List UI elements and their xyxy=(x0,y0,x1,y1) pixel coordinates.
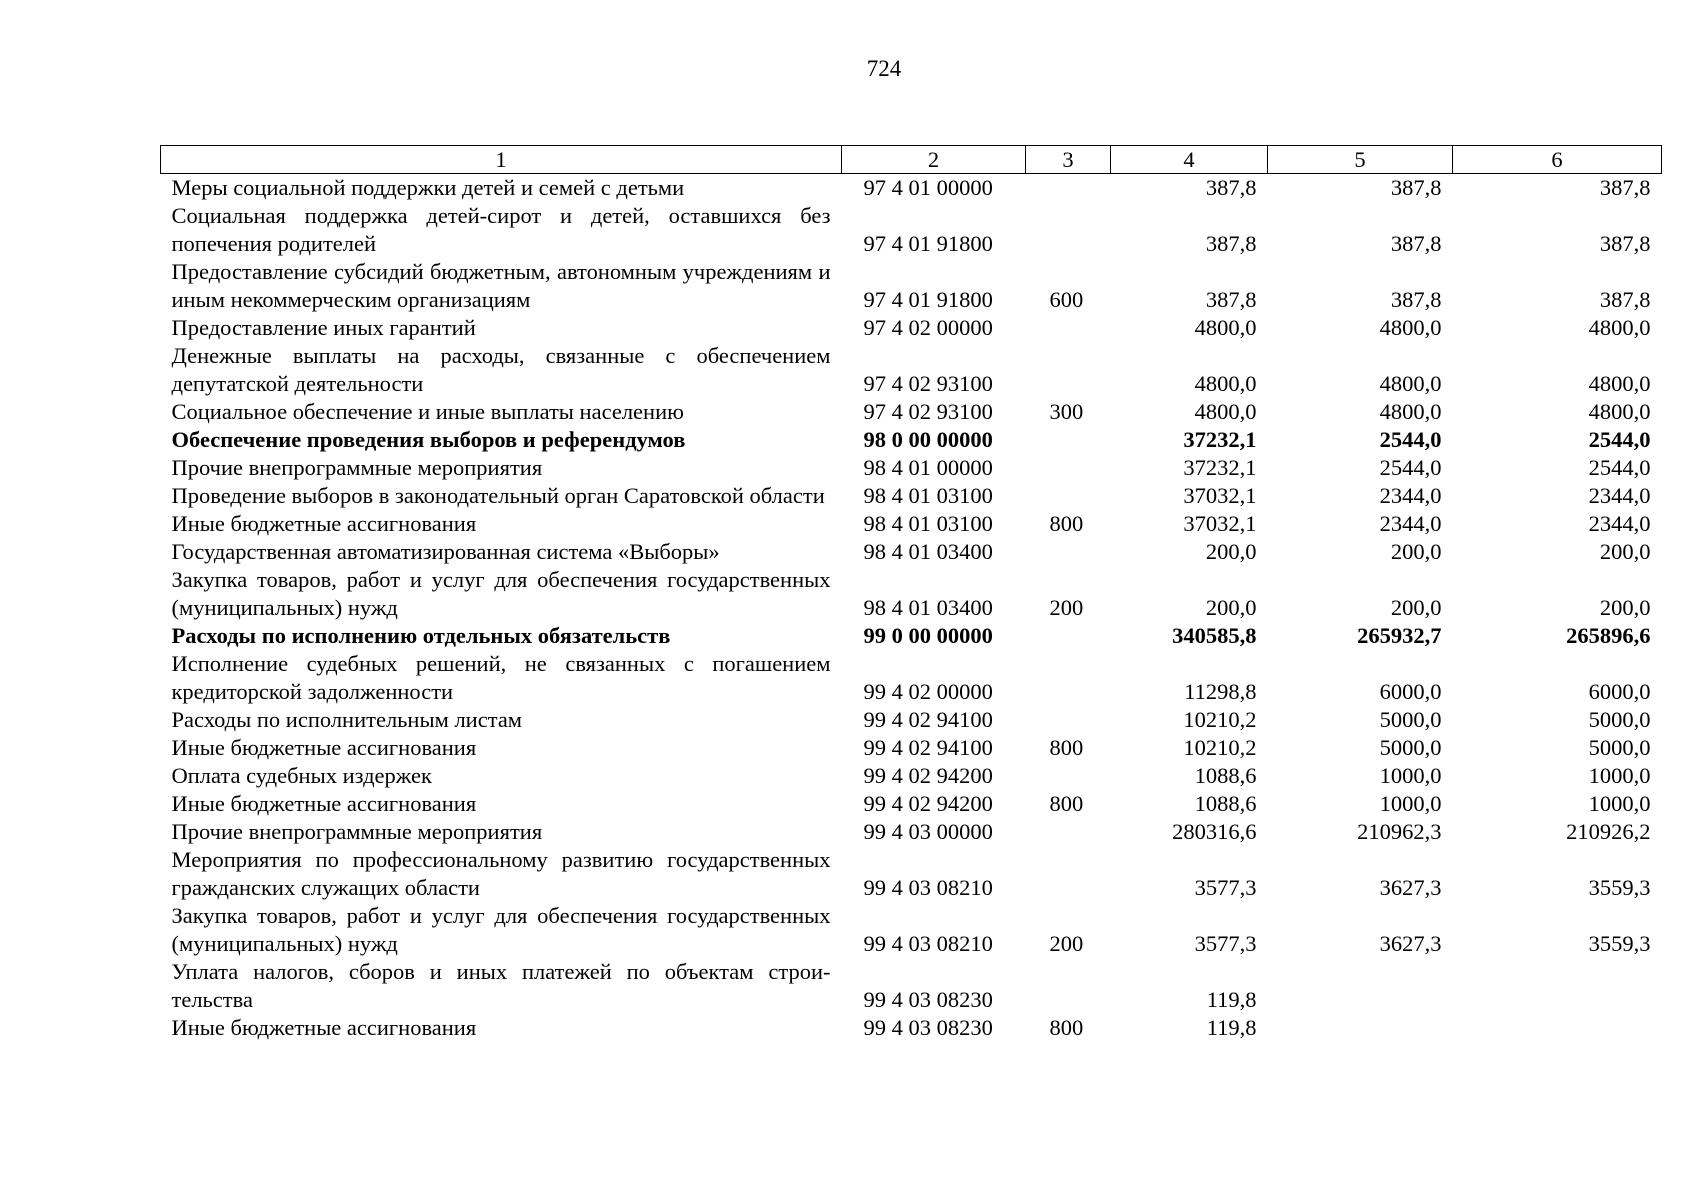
row-value-col4: 37032,1 xyxy=(1183,511,1257,536)
budget-table xyxy=(160,145,1662,1042)
row-value-col4: 37232,1 xyxy=(1183,455,1257,480)
row-value-col5: 387,8 xyxy=(1390,175,1442,200)
row-expense-type xyxy=(1026,174,1111,203)
row-value-col4: 3577,3 xyxy=(1194,931,1257,956)
row-value-col6: 2544,0 xyxy=(1588,455,1651,480)
row-value-col4: 200,0 xyxy=(1205,595,1257,620)
row-value-col4: 4800,0 xyxy=(1194,315,1257,340)
table-row xyxy=(161,790,1662,818)
row-name: Оплата судебных издержек xyxy=(171,763,432,788)
row-name: Обеспечение проведения выборов и референдумов xyxy=(171,427,686,452)
row-code: 99 4 03 08210 xyxy=(863,931,993,956)
table-row xyxy=(161,734,1662,762)
row-code: 99 0 00 00000 xyxy=(863,623,993,648)
row-name: Предоставление субсидий бюджетным, автономным учреждениям и иным некоммерческим организациям xyxy=(171,259,831,312)
row-code: 99 4 03 08230 xyxy=(863,1015,993,1040)
row-expense-type xyxy=(1026,538,1111,566)
row-name: Закупка товаров, работ и услуг для обеспечения государственных (муниципальных) нужд xyxy=(171,903,831,956)
row-name: Денежные выплаты на расходы, связанные с обеспечением депутатской деятельности xyxy=(171,343,831,396)
row-name: Прочие внепрограммные мероприятия xyxy=(171,455,543,480)
row-value-col4: 340585,8 xyxy=(1172,623,1257,648)
table-row xyxy=(161,622,1662,650)
row-expense-type xyxy=(1026,314,1111,342)
row-value-col5: 4800,0 xyxy=(1379,399,1442,424)
table-row xyxy=(161,454,1662,482)
row-value-col6: 5000,0 xyxy=(1588,707,1651,732)
row-name: Исполнение судебных решений, не связанных с погашением кредиторской задолженности xyxy=(171,651,831,704)
row-name: Проведение выборов в законодательный орган Саратовской области xyxy=(171,483,825,508)
row-expense-type: 800 xyxy=(1049,511,1084,536)
table-row xyxy=(161,510,1662,538)
row-expense-type xyxy=(1026,342,1111,398)
row-name: Социальное обеспечение и иные выплаты населению xyxy=(171,399,684,424)
table-row xyxy=(161,706,1662,734)
row-name: Прочие внепрограммные мероприятия xyxy=(171,819,543,844)
table-body xyxy=(161,174,1662,1043)
table-row xyxy=(161,202,1662,258)
row-value-col5: 200,0 xyxy=(1390,539,1442,564)
column-header-6: 6 xyxy=(1453,146,1662,174)
row-value-col4: 10210,2 xyxy=(1183,735,1257,760)
row-code: 97 4 02 93100 xyxy=(863,399,993,424)
row-code: 99 4 02 94100 xyxy=(863,707,993,732)
row-value-col6: 3559,3 xyxy=(1588,875,1651,900)
row-value-col5: 387,8 xyxy=(1390,287,1442,312)
row-value-col4: 119,8 xyxy=(1206,1015,1257,1040)
row-expense-type: 300 xyxy=(1049,399,1084,424)
row-code: 98 4 01 03100 xyxy=(863,511,993,536)
row-name: Государственная автоматизированная система «Выборы» xyxy=(171,539,720,564)
row-expense-type xyxy=(1026,818,1111,846)
row-value-col6: 1000,0 xyxy=(1588,791,1651,816)
table-row xyxy=(161,762,1662,790)
row-name: Закупка товаров, работ и услуг для обеспечения государственных (муниципальных) нужд xyxy=(171,567,831,620)
row-name: Иные бюджетные ассигнования xyxy=(171,511,477,536)
table-row xyxy=(161,1014,1662,1042)
row-expense-type xyxy=(1026,426,1111,454)
row-value-col4: 1088,6 xyxy=(1194,763,1257,788)
row-value-col4: 4800,0 xyxy=(1194,371,1257,396)
row-value-col4: 280316,6 xyxy=(1172,819,1257,844)
table-row xyxy=(161,398,1662,426)
row-expense-type xyxy=(1026,958,1111,1014)
row-value-col6: 4800,0 xyxy=(1588,371,1651,396)
row-code: 97 4 01 91800 xyxy=(863,231,993,256)
column-header-5: 5 xyxy=(1268,146,1453,174)
row-value-col6: 2544,0 xyxy=(1588,427,1651,452)
row-expense-type: 800 xyxy=(1049,1015,1084,1040)
row-expense-type xyxy=(1026,706,1111,734)
row-name: Иные бюджетные ассигнования xyxy=(171,791,477,816)
row-code: 98 4 01 00000 xyxy=(863,455,993,480)
row-value-col6: 265896,6 xyxy=(1566,623,1651,648)
row-value-col5: 5000,0 xyxy=(1379,735,1442,760)
column-header-1: 1 xyxy=(161,146,842,174)
row-value-col4: 387,8 xyxy=(1205,175,1257,200)
row-value-col5: 2344,0 xyxy=(1379,511,1442,536)
row-name: Мероприятия по профессиональному развитию государственных гражданских служащих области xyxy=(171,847,831,900)
row-value-col5: 210962,3 xyxy=(1357,819,1442,844)
row-value-col6: 387,8 xyxy=(1599,287,1651,312)
table-row xyxy=(161,902,1662,958)
row-value-col4: 4800,0 xyxy=(1194,399,1257,424)
row-code: 99 4 03 00000 xyxy=(863,819,993,844)
row-value-col6: 200,0 xyxy=(1599,539,1651,564)
row-name: Предоставление иных гарантий xyxy=(171,315,476,340)
table-header xyxy=(161,146,1662,174)
row-code: 98 0 00 00000 xyxy=(863,427,993,452)
row-value-col4: 11298,8 xyxy=(1184,679,1257,704)
row-code: 97 4 02 93100 xyxy=(863,371,993,396)
page-number: 724 xyxy=(866,56,902,81)
row-code: 99 4 02 94100 xyxy=(863,735,993,760)
row-value-col5: 4800,0 xyxy=(1379,371,1442,396)
row-value-col5: 200,0 xyxy=(1390,595,1442,620)
row-value-col4: 387,8 xyxy=(1205,231,1257,256)
row-value-col6: 200,0 xyxy=(1599,595,1651,620)
row-code: 98 4 01 03400 xyxy=(863,539,993,564)
row-code: 97 4 02 00000 xyxy=(863,315,993,340)
row-value-col5: 2544,0 xyxy=(1379,427,1442,452)
row-code: 98 4 01 03400 xyxy=(863,595,993,620)
row-expense-type xyxy=(1026,202,1111,258)
row-value-col4: 387,8 xyxy=(1205,287,1257,312)
row-code: 99 4 03 08210 xyxy=(863,875,993,900)
table-row xyxy=(161,342,1662,398)
table-row xyxy=(161,538,1662,566)
row-value-col6: 387,8 xyxy=(1599,175,1651,200)
row-value-col6: 210926,2 xyxy=(1566,819,1651,844)
row-value-col6: 387,8 xyxy=(1599,231,1651,256)
row-code: 99 4 02 00000 xyxy=(863,679,993,704)
table-row xyxy=(161,818,1662,846)
row-expense-type: 800 xyxy=(1049,791,1084,816)
row-code: 99 4 03 08230 xyxy=(863,987,993,1012)
table-row xyxy=(161,958,1662,1014)
row-expense-type xyxy=(1026,650,1111,706)
row-value-col4: 1088,6 xyxy=(1194,791,1257,816)
table-row xyxy=(161,650,1662,706)
row-value-col5: 387,8 xyxy=(1390,231,1442,256)
row-value-col6: 6000,0 xyxy=(1588,679,1651,704)
row-value-col4: 119,8 xyxy=(1206,987,1257,1012)
row-name: Иные бюджетные ассигнования xyxy=(171,735,477,760)
row-value-col5: 5000,0 xyxy=(1379,707,1442,732)
column-header-2: 2 xyxy=(842,146,1026,174)
row-value-col5: 6000,0 xyxy=(1379,679,1442,704)
row-value-col6 xyxy=(1453,958,1662,1014)
row-value-col6: 3559,3 xyxy=(1588,931,1651,956)
row-value-col4: 10210,2 xyxy=(1183,707,1257,732)
row-value-col6: 1000,0 xyxy=(1588,763,1651,788)
row-expense-type xyxy=(1026,482,1111,510)
column-header-4: 4 xyxy=(1111,146,1268,174)
row-code: 98 4 01 03100 xyxy=(863,483,993,508)
row-value-col5 xyxy=(1268,1014,1453,1042)
row-name: Социальная поддержка детей-сирот и детей, оставшихся без попечения родителей xyxy=(171,203,831,256)
row-value-col5: 1000,0 xyxy=(1379,791,1442,816)
row-name: Уплата налогов, сборов и иных платежей по объектам строительства xyxy=(171,959,831,1012)
row-value-col5: 2344,0 xyxy=(1379,483,1442,508)
header-row xyxy=(161,146,1662,174)
row-value-col4: 3577,3 xyxy=(1194,875,1257,900)
row-value-col4: 37032,1 xyxy=(1183,483,1257,508)
row-value-col6 xyxy=(1453,1014,1662,1042)
row-code: 97 4 01 00000 xyxy=(863,175,993,200)
table-row xyxy=(161,174,1662,203)
row-value-col5: 2544,0 xyxy=(1379,455,1442,480)
row-value-col5: 4800,0 xyxy=(1379,315,1442,340)
row-expense-type xyxy=(1026,622,1111,650)
row-code: 99 4 02 94200 xyxy=(863,763,993,788)
row-value-col6: 4800,0 xyxy=(1588,399,1651,424)
row-value-col6: 2344,0 xyxy=(1588,511,1651,536)
row-expense-type: 800 xyxy=(1049,735,1084,760)
row-expense-type xyxy=(1026,762,1111,790)
row-expense-type xyxy=(1026,454,1111,482)
row-name: Расходы по исполнению отдельных обязательств xyxy=(171,623,671,648)
table-row xyxy=(161,566,1662,622)
row-value-col6: 4800,0 xyxy=(1588,315,1651,340)
row-expense-type: 600 xyxy=(1049,287,1084,312)
row-value-col4: 200,0 xyxy=(1205,539,1257,564)
row-name: Расходы по исполнительным листам xyxy=(171,707,523,732)
row-value-col4: 37232,1 xyxy=(1183,427,1257,452)
row-code: 99 4 02 94200 xyxy=(863,791,993,816)
row-value-col6: 2344,0 xyxy=(1588,483,1651,508)
table-row xyxy=(161,482,1662,510)
row-code: 97 4 01 91800 xyxy=(863,287,993,312)
row-name: Иные бюджетные ассигнования xyxy=(171,1015,477,1040)
table-row xyxy=(161,314,1662,342)
row-expense-type: 200 xyxy=(1049,931,1084,956)
row-value-col5 xyxy=(1268,958,1453,1014)
row-value-col5: 3627,3 xyxy=(1379,931,1442,956)
row-value-col5: 1000,0 xyxy=(1379,763,1442,788)
table-row xyxy=(161,426,1662,454)
row-value-col5: 265932,7 xyxy=(1357,623,1442,648)
row-expense-type xyxy=(1026,846,1111,902)
row-value-col6: 5000,0 xyxy=(1588,735,1651,760)
column-header-3: 3 xyxy=(1026,146,1111,174)
row-name: Меры социальной поддержки детей и семей с детьми xyxy=(171,175,685,200)
table-row xyxy=(161,846,1662,902)
row-value-col5: 3627,3 xyxy=(1379,875,1442,900)
table-row xyxy=(161,258,1662,314)
row-expense-type: 200 xyxy=(1049,595,1084,620)
